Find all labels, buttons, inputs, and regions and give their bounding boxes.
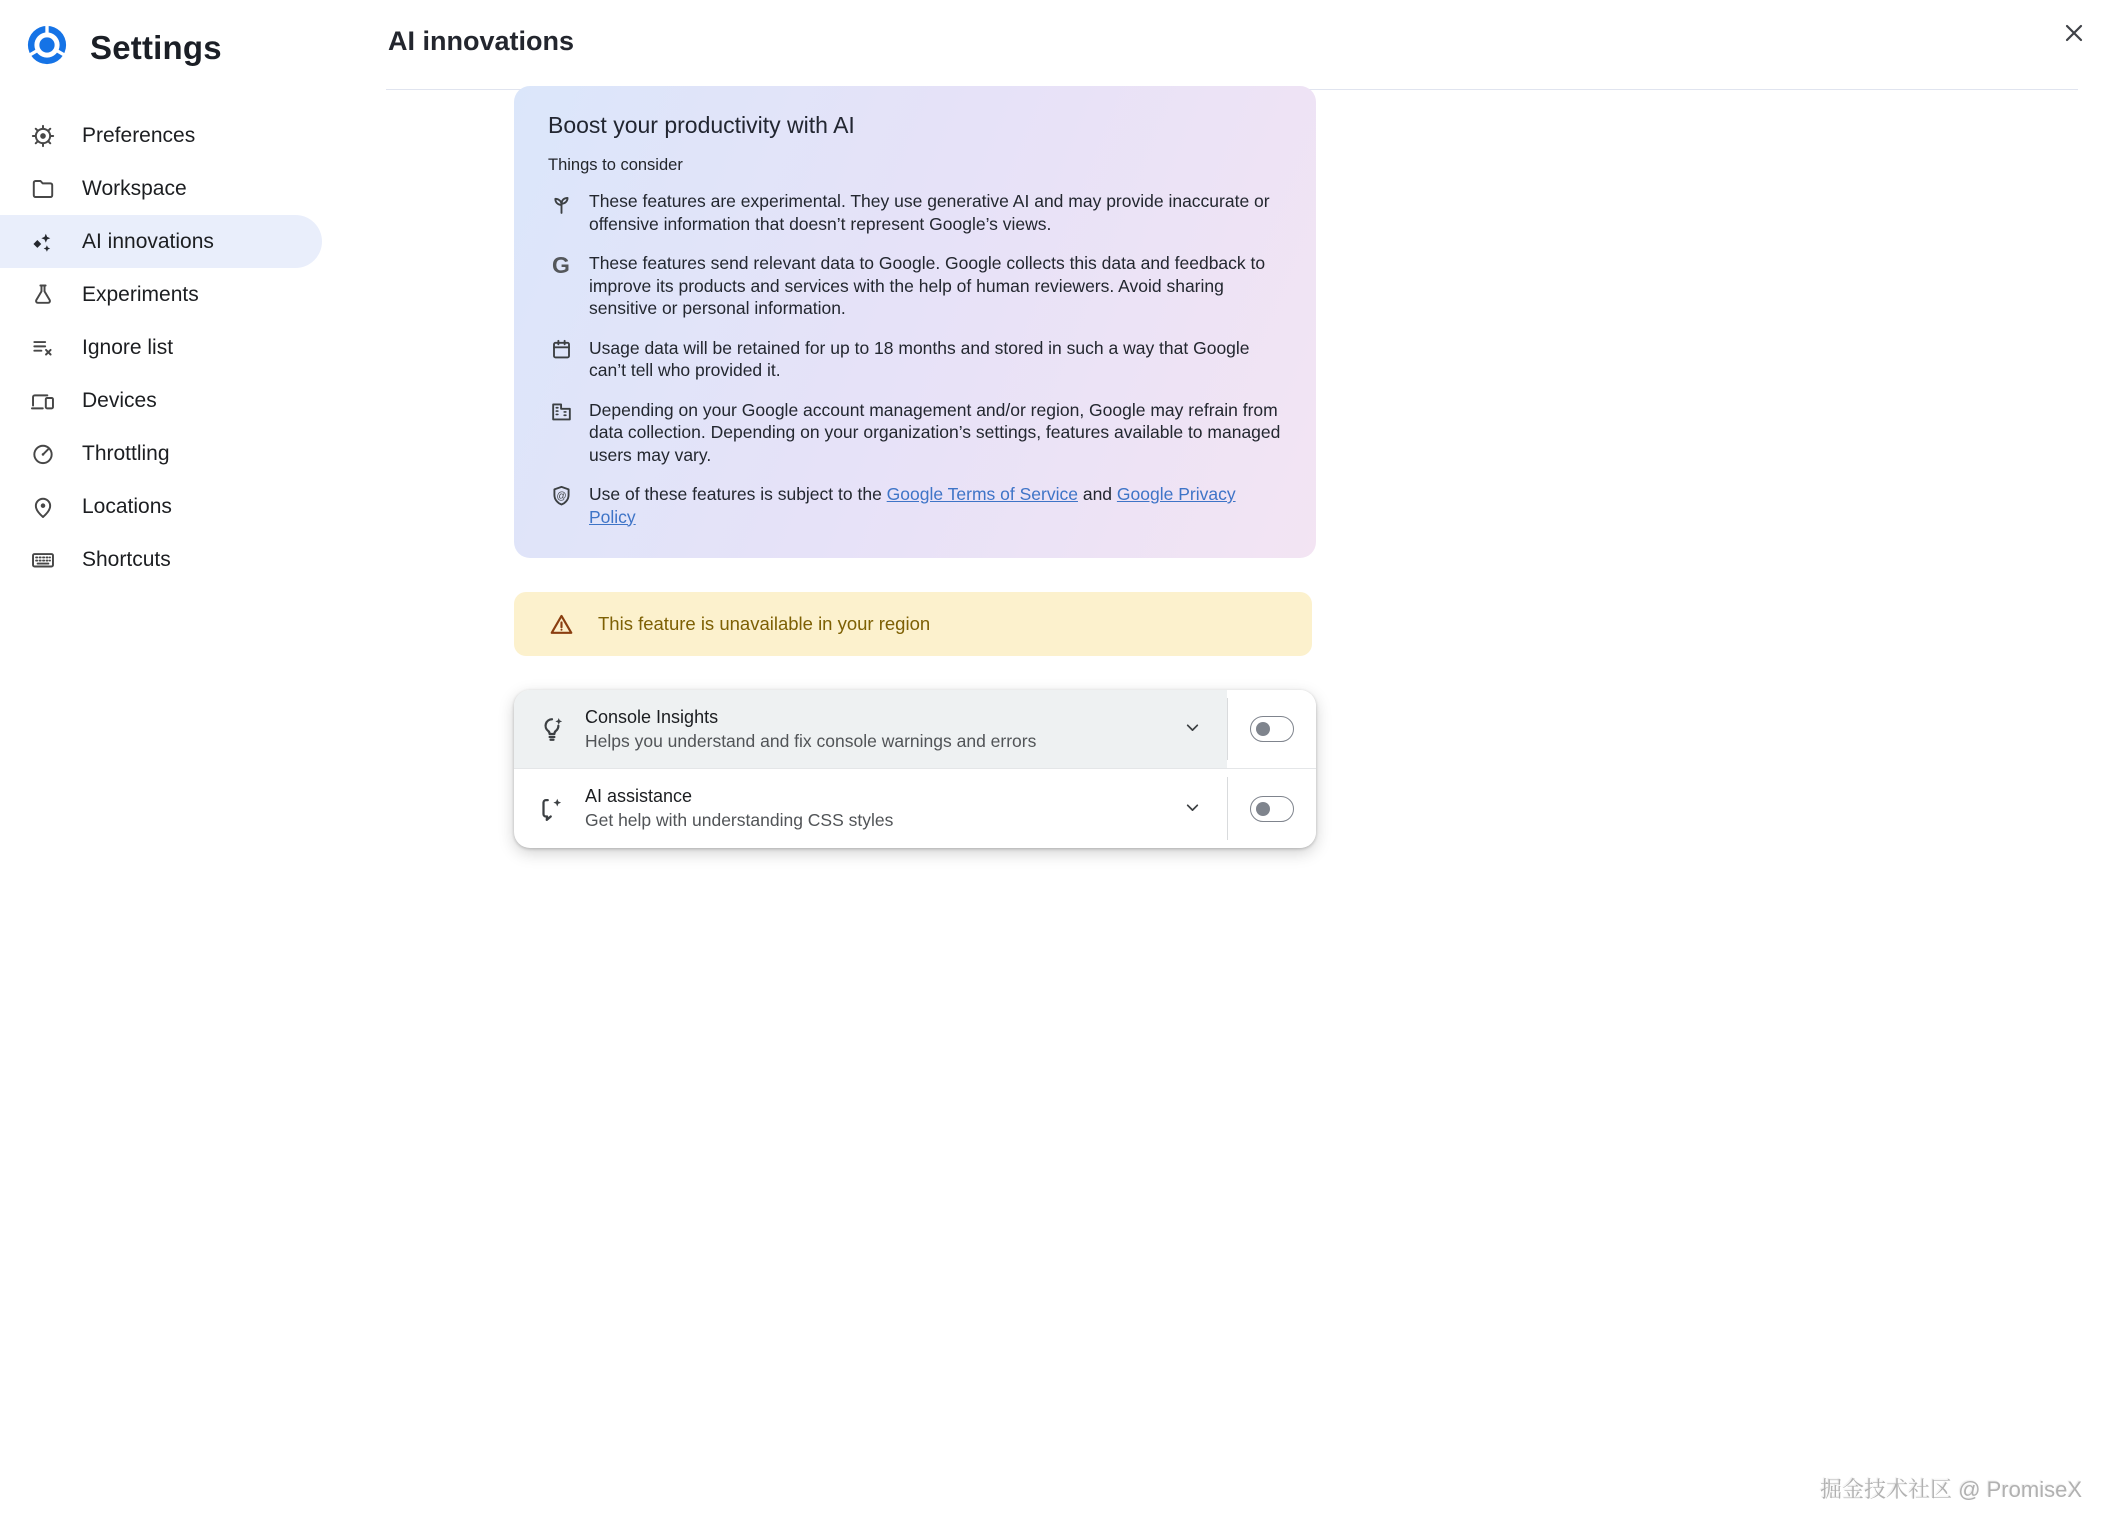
seedling-icon [548, 190, 574, 216]
considerations-list [548, 190, 1284, 528]
settings-brand [0, 0, 388, 71]
list-item [548, 252, 1284, 320]
flask-icon [30, 282, 56, 308]
close-icon [2062, 21, 2086, 48]
sidebar-item-preferences[interactable] [0, 109, 322, 162]
list-item [548, 190, 1284, 235]
consideration-text: Use of these features is subject to the Google Terms of Service and Google Privacy Policy [589, 484, 1236, 527]
gear-icon [30, 123, 56, 149]
ai-assistance-chevron-button[interactable] [1157, 797, 1227, 821]
feature-description: Get help with understanding CSS styles [585, 810, 894, 830]
sidebar-item-label: AI innovations [82, 229, 214, 253]
calendar-icon [548, 337, 574, 363]
lightbulb-spark-icon [537, 714, 567, 744]
sidebar-item-label: Preferences [82, 123, 196, 147]
sidebar-item-label: Shortcuts [82, 547, 171, 571]
feature-title: AI assistance [585, 786, 693, 806]
console-insights-expander[interactable] [514, 690, 1227, 768]
location-pin-icon [30, 494, 56, 520]
chevron-down-icon [1182, 717, 1203, 741]
feature-title: Console Insights [585, 706, 719, 727]
warning-text: This feature is unavailable in your region [598, 613, 931, 634]
list-item [548, 337, 1284, 382]
list-item [548, 483, 1284, 528]
chat-spark-icon [537, 794, 567, 824]
google-g-icon: G [552, 251, 570, 278]
page-title: AI innovations [388, 26, 575, 56]
ai-assistance-expander[interactable] [514, 769, 1227, 848]
devices-icon [30, 388, 56, 414]
ai-assistance-row [514, 769, 1316, 848]
warning-triangle-icon [548, 611, 575, 638]
svg-text:@: @ [555, 490, 567, 502]
building-icon [548, 399, 574, 425]
ai-spark-icon [30, 229, 56, 255]
watermark: 掘金技术社区 @ PromiseX [1820, 1477, 2082, 1502]
sidebar-item-label: Experiments [82, 282, 199, 306]
policy-icon [548, 483, 574, 509]
settings-sidebar [0, 0, 388, 1518]
list-remove-icon [30, 335, 56, 361]
folder-icon [30, 176, 56, 202]
sidebar-item-label: Devices [82, 388, 157, 412]
sidebar-item-label: Ignore list [82, 335, 174, 359]
console-insights-chevron-button[interactable] [1157, 717, 1227, 741]
list-item [548, 399, 1284, 467]
consideration-text: These features are experimental. They use generative AI and may provide inaccurate or offensive information that doesn’t represent Google’s views. [589, 191, 1270, 234]
ai-features-card [514, 690, 1316, 848]
consideration-text: Depending on your Google account management and/or region, Google may refrain from data collection. Depending on your organization’s settings, features available to managed users may vary. [589, 399, 1281, 465]
sidebar-item-ignore-list[interactable] [0, 321, 322, 374]
sidebar-item-label: Workspace [82, 176, 187, 200]
sidebar-item-locations[interactable] [0, 480, 322, 533]
feature-description: Helps you understand and fix console warnings and errors [585, 730, 1037, 751]
console-insights-row [514, 690, 1316, 769]
settings-title: Settings [90, 28, 222, 66]
terms-of-service-link[interactable]: Google Terms of Service [886, 484, 1078, 504]
toggle-knob [1256, 802, 1270, 816]
sidebar-item-workspace[interactable] [0, 162, 322, 215]
chrome-logo-icon [26, 24, 68, 71]
close-button[interactable] [2058, 18, 2090, 50]
sidebar-item-shortcuts[interactable] [0, 533, 322, 586]
consideration-text: These features send relevant data to Google. Google collects this data and feedback to improve its products and services with the help of human reviewers. Avoid sharing sensitive or personal information. [589, 253, 1266, 318]
consideration-text: Usage data will be retained for up to 18 months and stored in such a way that Google can’t tell who provided it. [589, 337, 1250, 380]
sidebar-item-label: Locations [82, 494, 172, 518]
sidebar-item-ai-innovations[interactable] [0, 215, 322, 268]
console-insights-toggle[interactable] [1250, 716, 1294, 742]
keyboard-icon [30, 547, 56, 573]
info-card-title: Boost your productivity with AI [548, 112, 855, 138]
settings-nav [0, 109, 322, 586]
sidebar-item-throttling[interactable] [0, 427, 322, 480]
chevron-down-icon [1182, 797, 1203, 821]
toggle-knob [1256, 722, 1270, 736]
gauge-icon [30, 441, 56, 467]
region-warning-banner [514, 592, 1312, 656]
privacy-policy-link[interactable]: Google Privacy Policy [589, 484, 1236, 527]
sidebar-item-experiments[interactable] [0, 268, 322, 321]
ai-info-card [514, 86, 1316, 558]
sidebar-item-label: Throttling [82, 441, 170, 465]
info-card-subtitle: Things to consider [548, 156, 683, 174]
ai-assistance-toggle[interactable] [1250, 796, 1294, 822]
sidebar-item-devices[interactable] [0, 374, 322, 427]
